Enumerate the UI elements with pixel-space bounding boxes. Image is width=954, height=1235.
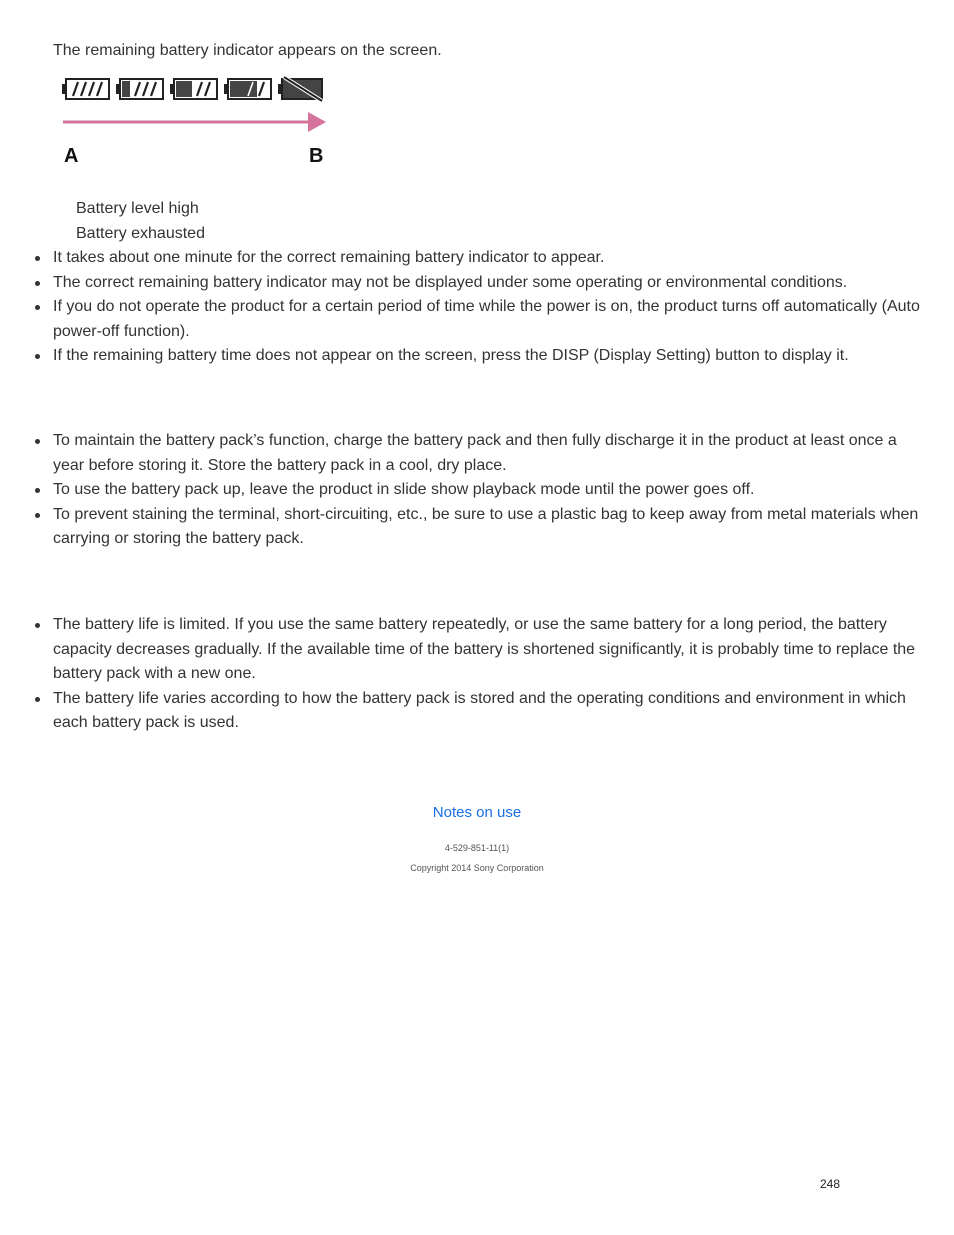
battery-level-1-icon xyxy=(224,79,271,99)
list-item: If you do not operate the product for a certain period of time while the power is on, the product turns off automatically (Auto power-off function). xyxy=(0,295,954,344)
progress-arrow xyxy=(63,112,326,132)
list-item: The battery life varies according to how the battery pack is stored and the operating conditions and environment in which each battery pack is used. xyxy=(0,687,954,736)
battery-exhausted-icon xyxy=(278,77,322,101)
battery-indicator-figure xyxy=(60,74,332,170)
list-item: To maintain the battery pack’s function, charge the battery pack and then fully discharge it in the product at least once a year before storing it. Store the battery pack in a cool, dry place. xyxy=(0,429,954,478)
list-item: The battery life is limited. If you use the same battery repeatedly, or use the same battery for a long period, the battery capacity decreases gradually. If the available time of the battery is shortened significantly, it is probably time to replace the battery pack with a new one. xyxy=(0,613,954,687)
copyright-text: Copyright 2014 Sony Corporation xyxy=(410,863,544,873)
list-item: To prevent staining the terminal, short-circuiting, etc., be sure to use a plastic bag to keep away from metal materials when carrying or storing the battery pack. xyxy=(0,503,954,552)
battery-life-notes-list xyxy=(0,613,954,736)
figure-label-a: A xyxy=(64,145,79,167)
battery-level-3-icon xyxy=(116,79,163,99)
page-number: 248 xyxy=(820,1177,841,1191)
battery-level-2-icon xyxy=(170,79,217,99)
legend-a: Battery level high xyxy=(76,200,199,217)
battery-level-4-icon xyxy=(62,79,109,99)
figure-label-b: B xyxy=(309,145,324,167)
list-item: To use the battery pack up, leave the product in slide show playback mode until the power goes off. xyxy=(0,478,954,503)
battery-indicator-diagram xyxy=(60,74,332,170)
document-id: 4-529-851-11(1) xyxy=(444,843,510,853)
list-item: The correct remaining battery indicator may not be displayed under some operating or environmental conditions. xyxy=(0,271,954,296)
figure-legend xyxy=(76,197,205,246)
intro-text: The remaining battery indicator appears on the screen. xyxy=(53,42,442,59)
notes-on-use-link[interactable]: Notes on use xyxy=(432,804,522,821)
legend-b: Battery exhausted xyxy=(76,224,205,242)
list-item: If the remaining battery time does not appear on the screen, press the DISP (Display Setting) button to display it. xyxy=(0,344,954,369)
storing-notes-list xyxy=(0,429,954,552)
list-item: It takes about one minute for the correct remaining battery indicator to appear. xyxy=(0,246,954,271)
indicator-notes-list xyxy=(0,246,954,369)
